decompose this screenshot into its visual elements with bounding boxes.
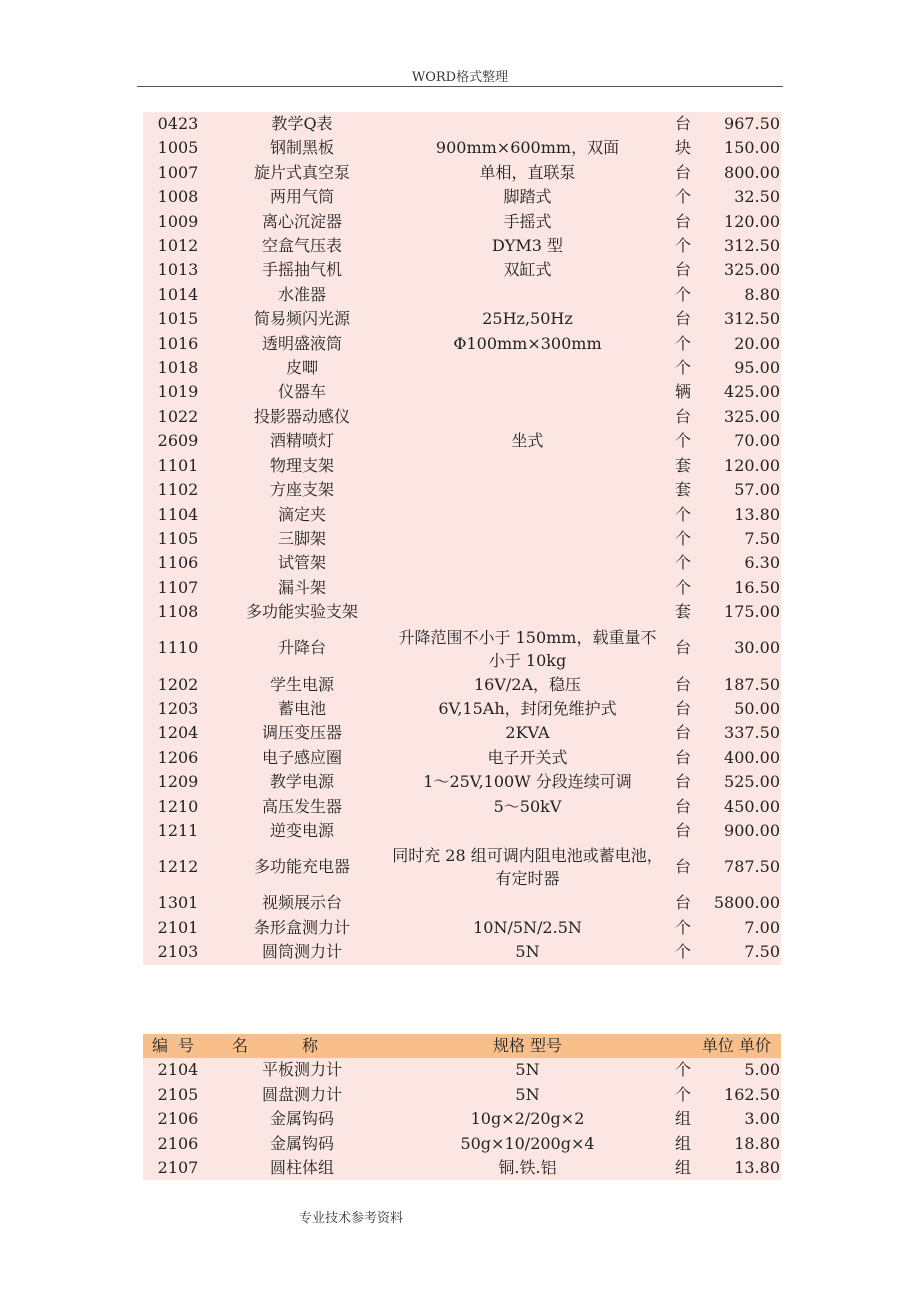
- table-row: [143, 478, 781, 502]
- table-row: [143, 551, 781, 575]
- cell-spec: [391, 283, 664, 307]
- cell-name: 蓄电池: [277, 698, 326, 718]
- table-row: [143, 940, 781, 964]
- table-row: [143, 1132, 781, 1156]
- cell-price: 7.00: [744, 917, 780, 937]
- cell-code: 2106: [157, 1133, 199, 1153]
- cell-unit: 台: [674, 114, 691, 133]
- cell-unit: 套: [674, 602, 691, 622]
- cell-price: 400.00: [724, 747, 780, 767]
- cell-unit: 个: [674, 1060, 691, 1080]
- cell-code: 1009: [157, 211, 199, 231]
- cell-price: 32.50: [734, 187, 780, 207]
- cell-name: 手摇抽气机: [261, 260, 342, 280]
- table-row: [143, 527, 781, 551]
- cell-unit: 辆: [674, 382, 691, 402]
- table-row: [143, 258, 781, 282]
- table-row: [143, 307, 781, 331]
- header-divider: [137, 86, 783, 87]
- cell-code: 1301: [157, 893, 199, 913]
- cell-spec: 5N: [515, 1084, 540, 1104]
- cell-unit: 台: [674, 309, 691, 329]
- cell-name: 多功能实验支架: [245, 602, 358, 622]
- cell-code: 1015: [157, 309, 199, 329]
- cell-code: 1101: [157, 455, 199, 475]
- cell-price: 175.00: [724, 602, 780, 622]
- cell-code: 1016: [157, 333, 199, 353]
- cell-code: 1005: [157, 138, 199, 158]
- cell-code: 0423: [157, 114, 199, 133]
- cell-code: 1108: [157, 602, 199, 622]
- cell-spec: 1～25V,100W 分段连续可调: [423, 772, 632, 792]
- equipment-table-1-body: [143, 112, 781, 965]
- table-row: [143, 454, 781, 478]
- cell-name: 水准器: [277, 284, 326, 304]
- page-footer-text: 专业技术参考资料: [299, 1211, 404, 1226]
- cell-spec: 10g×2/20g×2: [470, 1109, 585, 1129]
- table-row: [143, 576, 781, 600]
- cell-code: 1211: [157, 820, 199, 840]
- cell-spec: [391, 405, 664, 429]
- cell-unit: 台: [674, 796, 691, 816]
- cell-price: 150.00: [724, 138, 780, 158]
- cell-spec: [391, 380, 664, 404]
- table-row: [143, 112, 781, 136]
- cell-code: 1105: [157, 528, 199, 548]
- cell-name: 调压变压器: [261, 723, 342, 743]
- cell-name: 简易频闪光源: [253, 309, 350, 329]
- cell-name: 试管架: [277, 553, 326, 573]
- cell-code: 1008: [157, 187, 199, 207]
- table-row: [143, 746, 781, 770]
- table-row: [143, 795, 781, 819]
- cell-name: 高压发生器: [261, 796, 342, 816]
- cell-code: 2107: [157, 1158, 199, 1178]
- header-unit-price: 单位 单价: [664, 1034, 781, 1058]
- cell-spec: 5N: [515, 942, 540, 962]
- cell-spec: 手摇式: [503, 211, 552, 231]
- cell-price: 16.50: [734, 577, 780, 597]
- table-row: [143, 136, 781, 160]
- cell-unit: 套: [674, 480, 691, 500]
- cell-spec: 2KVA: [505, 723, 550, 743]
- cell-name: 教学电源: [269, 772, 334, 792]
- table-row: [143, 380, 781, 404]
- cell-price: 312.50: [724, 236, 780, 256]
- table-row: [143, 356, 781, 380]
- cell-price: 325.00: [724, 406, 780, 426]
- cell-spec: 6V,15Ah，封闭免维护式: [438, 698, 617, 718]
- cell-name: 投影器动感仪: [253, 406, 350, 426]
- table-row: [143, 697, 781, 721]
- cell-name: 平板测力计: [261, 1060, 342, 1080]
- cell-code: 1107: [157, 577, 199, 597]
- equipment-table-2: [143, 1034, 781, 1180]
- cell-spec: 脚踏式: [503, 187, 552, 207]
- cell-price: 337.50: [724, 723, 780, 743]
- table-row: [143, 600, 781, 624]
- cell-unit: 台: [674, 723, 691, 743]
- cell-name: 旋片式真空泵: [253, 162, 350, 182]
- cell-price: 187.50: [724, 674, 780, 694]
- cell-name: 空盒气压表: [261, 236, 342, 256]
- cell-name: 钢制黑板: [269, 138, 334, 158]
- cell-price: 6.30: [744, 553, 780, 573]
- cell-price: 787.50: [724, 857, 780, 877]
- cell-code: 1110: [157, 638, 199, 658]
- table-row: [143, 843, 781, 891]
- cell-spec: 单相，直联泵: [479, 162, 576, 182]
- cell-name: 电子感应圈: [261, 747, 342, 767]
- cell-spec: 5N: [515, 1060, 540, 1080]
- cell-spec: 10N/5N/2.5N: [473, 917, 582, 937]
- cell-price: 800.00: [724, 162, 780, 182]
- cell-spec: [391, 356, 664, 380]
- cell-code: 1019: [157, 382, 199, 402]
- cell-name: 漏斗架: [277, 577, 326, 597]
- table-row: [143, 161, 781, 185]
- cell-price: 7.50: [744, 528, 780, 548]
- cell-code: 1022: [157, 406, 199, 426]
- cell-spec: 25Hz,50Hz: [482, 309, 573, 329]
- cell-spec: 50g×10/200g×4: [460, 1133, 595, 1153]
- cell-price: 312.50: [724, 309, 780, 329]
- table-row: [143, 819, 781, 843]
- table-row: [143, 916, 781, 940]
- header-name: 名称: [213, 1034, 391, 1058]
- cell-unit: 块: [674, 138, 691, 158]
- cell-name: 离心沉淀器: [261, 211, 342, 231]
- cell-spec: Φ100mm×300mm: [453, 333, 602, 353]
- cell-spec: [391, 503, 664, 527]
- cell-price: 7.50: [744, 942, 780, 962]
- cell-unit: 台: [674, 820, 691, 840]
- cell-price: 70.00: [734, 431, 780, 451]
- table-row: [143, 1156, 781, 1180]
- cell-name: 条形盒测力计: [253, 917, 350, 937]
- cell-code: 1014: [157, 284, 199, 304]
- cell-code: 1104: [157, 504, 199, 524]
- cell-unit: 个: [674, 236, 691, 256]
- cell-price: 18.80: [734, 1133, 780, 1153]
- cell-unit: 台: [674, 698, 691, 718]
- cell-price: 57.00: [734, 480, 780, 500]
- table-header-row: [143, 1034, 781, 1058]
- cell-name: 三脚架: [277, 528, 326, 548]
- cell-price: 13.80: [734, 504, 780, 524]
- cell-name: 金属钩码: [269, 1109, 334, 1129]
- cell-code: 2101: [157, 917, 199, 937]
- cell-spec: [391, 576, 664, 600]
- table-row: [143, 1083, 781, 1107]
- header-code: 编号: [143, 1034, 213, 1058]
- cell-code: 1209: [157, 772, 199, 792]
- cell-spec: [391, 600, 664, 624]
- table-row: [143, 332, 781, 356]
- table-row: [143, 1058, 781, 1082]
- cell-unit: 台: [674, 857, 691, 877]
- cell-price: 525.00: [724, 772, 780, 792]
- cell-unit: 台: [674, 638, 691, 658]
- cell-code: 2103: [157, 942, 199, 962]
- cell-code: 1018: [157, 358, 199, 378]
- cell-name: 学生电源: [269, 674, 334, 694]
- page-header-title: WORD格式整理: [411, 70, 509, 85]
- cell-spec: 坐式: [511, 431, 544, 451]
- cell-spec: 电子开关式: [487, 747, 568, 767]
- cell-name: 滴定夹: [277, 504, 326, 524]
- table-row: [143, 770, 781, 794]
- cell-code: 1106: [157, 553, 199, 573]
- cell-price: 120.00: [724, 211, 780, 231]
- cell-name: 酒精喷灯: [269, 431, 334, 451]
- table-row: [143, 210, 781, 234]
- cell-spec: [391, 454, 664, 478]
- cell-code: 2104: [157, 1060, 199, 1080]
- cell-unit: 台: [674, 211, 691, 231]
- cell-unit: 组: [674, 1158, 691, 1178]
- table-row: [143, 283, 781, 307]
- cell-spec: [391, 551, 664, 575]
- cell-unit: 台: [674, 893, 691, 913]
- cell-unit: 个: [674, 333, 691, 353]
- cell-unit: 个: [674, 528, 691, 548]
- cell-unit: 个: [674, 504, 691, 524]
- cell-unit: 个: [674, 942, 691, 962]
- cell-unit: 个: [674, 917, 691, 937]
- table-row: [143, 185, 781, 209]
- table-row: [143, 503, 781, 527]
- cell-price: 8.80: [744, 284, 780, 304]
- cell-unit: 个: [674, 1084, 691, 1104]
- cell-name: 升降台: [277, 638, 326, 658]
- cell-name: 仪器车: [277, 382, 326, 402]
- cell-code: 1212: [157, 857, 199, 877]
- cell-price: 5.00: [744, 1060, 780, 1080]
- cell-unit: 套: [674, 455, 691, 475]
- cell-name: 皮唧: [285, 358, 318, 378]
- cell-price: 50.00: [734, 698, 780, 718]
- cell-unit: 个: [674, 284, 691, 304]
- equipment-table-1: [143, 112, 781, 965]
- cell-price: 13.80: [734, 1158, 780, 1178]
- table-row: [143, 891, 781, 915]
- cell-spec: 同时充 28 组可调内阻电池或蓄电池，有定时器: [392, 846, 663, 889]
- cell-name: 多功能充电器: [253, 857, 350, 877]
- cell-price: 3.00: [744, 1109, 780, 1129]
- table-row: [143, 234, 781, 258]
- cell-spec: 5～50kV: [493, 796, 562, 816]
- cell-spec: [391, 819, 664, 843]
- cell-name: 圆盘测力计: [261, 1084, 342, 1104]
- cell-name: 透明盛液筒: [261, 333, 342, 353]
- cell-name: 视频展示台: [261, 893, 342, 913]
- cell-price: 162.50: [724, 1084, 780, 1104]
- cell-name: 教学Q表: [271, 114, 333, 133]
- cell-unit: 个: [674, 358, 691, 378]
- cell-name: 逆变电源: [269, 820, 334, 840]
- cell-price: 120.00: [724, 455, 780, 475]
- cell-spec: [391, 112, 664, 136]
- cell-spec: 16V/2A，稳压: [473, 674, 582, 694]
- cell-unit: 台: [674, 260, 691, 280]
- cell-price: 900.00: [724, 820, 780, 840]
- cell-spec: 升降范围不小于 150mm，载重量不小于 10kg: [398, 627, 657, 670]
- cell-code: 1210: [157, 796, 199, 816]
- cell-spec: DYM3 型: [491, 236, 564, 256]
- header-spec: 规格 型号: [391, 1034, 664, 1058]
- cell-name: 物理支架: [269, 455, 334, 475]
- cell-name: 方座支架: [269, 480, 334, 500]
- cell-unit: 台: [674, 747, 691, 767]
- cell-unit: 组: [674, 1109, 691, 1129]
- cell-spec: [391, 478, 664, 502]
- cell-code: 1203: [157, 698, 199, 718]
- cell-unit: 台: [674, 674, 691, 694]
- cell-code: 1206: [157, 747, 199, 767]
- table-row: [143, 1107, 781, 1131]
- table-row: [143, 721, 781, 745]
- table-row: [143, 625, 781, 673]
- cell-code: 1012: [157, 236, 199, 256]
- cell-code: 1204: [157, 723, 199, 743]
- cell-code: 2106: [157, 1109, 199, 1129]
- cell-name: 两用气筒: [269, 187, 334, 207]
- cell-name: 圆筒测力计: [261, 942, 342, 962]
- cell-name: 金属钩码: [269, 1133, 334, 1153]
- cell-spec: 铜.铁.铝: [498, 1158, 557, 1178]
- cell-name: 圆柱体组: [269, 1158, 334, 1178]
- cell-price: 95.00: [734, 358, 780, 378]
- cell-code: 2609: [157, 431, 199, 451]
- cell-spec: [391, 527, 664, 551]
- cell-price: 5800.00: [713, 893, 780, 913]
- cell-price: 425.00: [724, 382, 780, 402]
- cell-code: 1102: [157, 480, 199, 500]
- cell-code: 1007: [157, 162, 199, 182]
- cell-spec: [391, 891, 664, 915]
- cell-unit: 台: [674, 772, 691, 792]
- cell-unit: 台: [674, 162, 691, 182]
- cell-unit: 个: [674, 187, 691, 207]
- cell-price: 30.00: [734, 638, 780, 658]
- cell-unit: 个: [674, 553, 691, 573]
- cell-price: 967.50: [724, 114, 780, 133]
- cell-code: 1202: [157, 674, 199, 694]
- cell-price: 325.00: [724, 260, 780, 280]
- cell-unit: 组: [674, 1133, 691, 1153]
- cell-unit: 个: [674, 431, 691, 451]
- equipment-table-2-body: [143, 1058, 781, 1180]
- table-row: [143, 405, 781, 429]
- cell-price: 450.00: [724, 796, 780, 816]
- cell-price: 20.00: [734, 333, 780, 353]
- table-row: [143, 673, 781, 697]
- cell-spec: 双缸式: [503, 260, 552, 280]
- cell-code: 1013: [157, 260, 199, 280]
- cell-spec: 900mm×600mm，双面: [435, 138, 620, 158]
- table-row: [143, 429, 781, 453]
- cell-code: 2105: [157, 1084, 199, 1104]
- cell-unit: 台: [674, 406, 691, 426]
- cell-unit: 个: [674, 577, 691, 597]
